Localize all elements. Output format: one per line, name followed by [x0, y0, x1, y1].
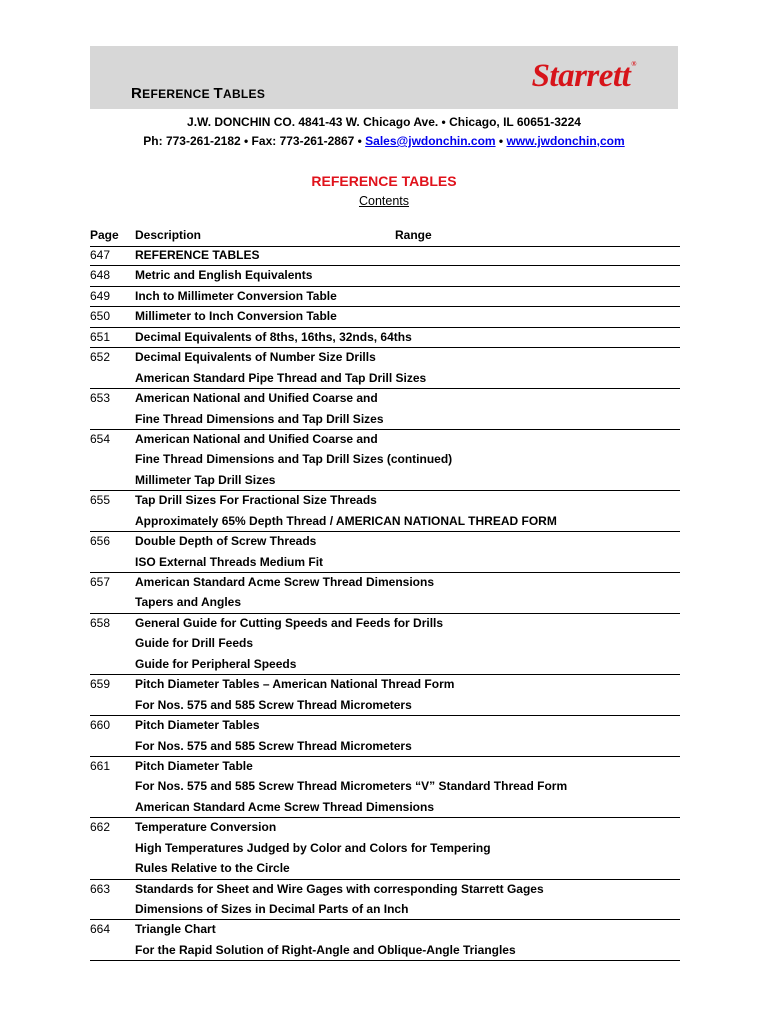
- row-description: Pitch Diameter Tables: [135, 718, 260, 733]
- row-description: Inch to Millimeter Conversion Table: [135, 288, 337, 303]
- row-page-number: 663: [90, 881, 111, 896]
- row-description: For Nos. 575 and 585 Screw Thread Micrometers “V” Standard Thread Form: [135, 779, 568, 794]
- table-row: [90, 839, 680, 859]
- table-row: [90, 737, 680, 757]
- table-row: [90, 655, 680, 675]
- row-page-number: 650: [90, 309, 111, 324]
- table-row: [90, 941, 680, 961]
- row-description: American National and Unified Coarse and: [135, 431, 378, 446]
- table-row: [90, 389, 680, 409]
- row-description: Pitch Diameter Tables – American National Thread Form: [135, 677, 455, 692]
- table-row: [90, 859, 680, 879]
- table-row: [90, 614, 680, 634]
- row-page-number: 652: [90, 350, 111, 365]
- banner-title-initial-t: T: [213, 85, 223, 102]
- row-description: Rules Relative to the Circle: [135, 861, 290, 876]
- table-row: [90, 369, 680, 389]
- row-description: Millimeter to Inch Conversion Table: [135, 309, 337, 324]
- table-row: [90, 880, 680, 900]
- table-row: [90, 287, 680, 307]
- row-description: Decimal Equivalents of Number Size Drills: [135, 350, 376, 365]
- table-row: [90, 532, 680, 552]
- row-page-number: 653: [90, 391, 111, 406]
- row-page-number: 660: [90, 718, 111, 733]
- row-description: American Standard Acme Screw Thread Dimensions: [135, 575, 434, 589]
- row-description: General Guide for Cutting Speeds and Feeds for Drills: [135, 615, 444, 630]
- contact-line: [0, 134, 768, 148]
- row-page-number: 657: [90, 575, 111, 589]
- row-page-number: 656: [90, 534, 111, 549]
- logo-text: Starrett: [531, 58, 631, 94]
- table-row: [90, 430, 680, 450]
- row-description: Fine Thread Dimensions and Tap Drill Sizes (continued): [135, 452, 453, 467]
- table-row: [90, 471, 680, 491]
- website-link[interactable]: www.jwdonchin,com: [506, 134, 625, 148]
- banner-title: [131, 85, 265, 102]
- table-row: [90, 246, 680, 266]
- row-description: ISO External Threads Medium Fit: [135, 554, 324, 569]
- banner-title-rest-1: EFERENCE: [142, 87, 214, 101]
- table-row: [90, 450, 680, 470]
- document-subtitle: Contents: [358, 194, 410, 208]
- table-header: [90, 226, 680, 247]
- row-description: American National and Unified Coarse and: [135, 391, 378, 406]
- table-row: [90, 777, 680, 797]
- row-description: For Nos. 575 and 585 Screw Thread Micrometers: [135, 697, 412, 712]
- table-row: [90, 757, 680, 777]
- row-description: For the Rapid Solution of Right-Angle and Oblique-Angle Triangles: [135, 942, 516, 957]
- table-row: [90, 491, 680, 511]
- logo-registered-mark: ®: [631, 60, 636, 68]
- row-page-number: 658: [90, 615, 111, 630]
- header-page: Page: [90, 228, 119, 242]
- row-page-number: 654: [90, 431, 111, 446]
- row-description: American Standard Acme Screw Thread Dimensions: [135, 799, 434, 814]
- row-description: Standards for Sheet and Wire Gages with corresponding Starrett Gages: [135, 881, 544, 896]
- header-banner: [90, 46, 678, 109]
- row-page-number: 647: [90, 248, 111, 262]
- row-description: Temperature Conversion: [135, 820, 277, 835]
- table-row: [90, 307, 680, 327]
- header-range: Range: [395, 228, 432, 242]
- row-description: High Temperatures Judged by Color and Colors for Tempering: [135, 840, 491, 855]
- row-page-number: 664: [90, 922, 111, 937]
- row-description: Triangle Chart: [135, 922, 216, 937]
- row-description: Double Depth of Screw Threads: [135, 534, 317, 549]
- table-row: [90, 900, 680, 920]
- table-row: [90, 573, 680, 593]
- row-description: Metric and English Equivalents: [135, 268, 313, 283]
- row-description: Millimeter Tap Drill Sizes: [135, 472, 276, 487]
- address-line: J.W. DONCHIN CO. 4841-43 W. Chicago Ave. • Chicago, IL 60651-3224: [187, 115, 581, 129]
- row-description: Guide for Peripheral Speeds: [135, 656, 297, 671]
- row-description: Pitch Diameter Table: [135, 758, 253, 773]
- row-description: Decimal Equivalents of 8ths, 16ths, 32nds, 64ths: [135, 329, 412, 344]
- row-description: American Standard Pipe Thread and Tap Drill Sizes: [135, 370, 427, 385]
- table-row: [90, 553, 680, 573]
- row-description: Guide for Drill Feeds: [135, 636, 254, 651]
- table-row: [90, 696, 680, 716]
- table-row: [90, 818, 680, 838]
- table-row: [90, 634, 680, 654]
- contents-table: [90, 246, 680, 961]
- table-row: [90, 593, 680, 613]
- row-page-number: 651: [90, 329, 111, 344]
- document-title: REFERENCE TABLES: [311, 173, 457, 189]
- table-row: [90, 920, 680, 940]
- row-description: For Nos. 575 and 585 Screw Thread Micrometers: [135, 738, 412, 753]
- row-page-number: 648: [90, 268, 111, 283]
- contact-separator: •: [495, 134, 507, 148]
- phone-fax-text: Ph: 773-261-2182 • Fax: 773-261-2867 •: [143, 134, 366, 148]
- row-description: Tap Drill Sizes For Fractional Size Threads: [135, 493, 377, 508]
- row-description: Approximately 65% Depth Thread / AMERICAN NATIONAL THREAD FORM: [135, 513, 557, 528]
- row-description: Tapers and Angles: [135, 595, 242, 610]
- table-row: [90, 328, 680, 348]
- header-description: Description: [135, 228, 202, 242]
- starrett-logo: [532, 58, 636, 95]
- row-page-number: 655: [90, 493, 111, 508]
- row-description: Fine Thread Dimensions and Tap Drill Sizes: [135, 411, 384, 426]
- banner-title-rest-2: ABLES: [223, 87, 266, 101]
- email-link[interactable]: Sales@jwdonchin.com: [365, 134, 496, 148]
- row-description: REFERENCE TABLES: [135, 248, 260, 262]
- table-row: [90, 348, 680, 368]
- row-page-number: 661: [90, 758, 111, 773]
- row-description: Dimensions of Sizes in Decimal Parts of an Inch: [135, 902, 409, 916]
- row-page-number: 649: [90, 288, 111, 303]
- table-row: [90, 512, 680, 532]
- banner-title-initial-r: R: [131, 85, 143, 102]
- table-row: [90, 410, 680, 430]
- table-row: [90, 798, 680, 818]
- row-page-number: 659: [90, 677, 111, 692]
- table-row: [90, 675, 680, 695]
- row-page-number: 662: [90, 820, 111, 835]
- table-row: [90, 266, 680, 286]
- table-row: [90, 716, 680, 736]
